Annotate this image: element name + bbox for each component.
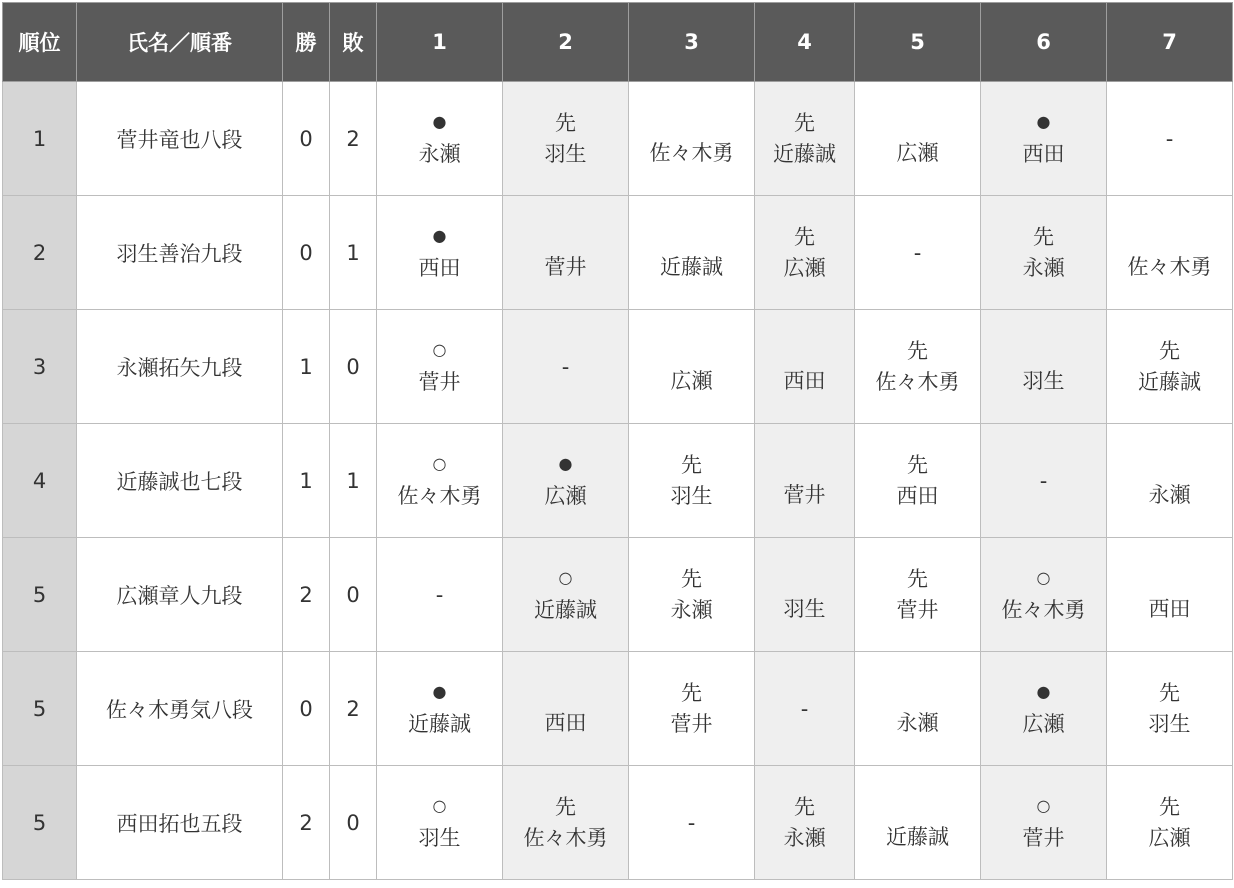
round-cell-content: [503, 538, 628, 651]
result-mark: 先: [794, 794, 815, 819]
round-cell: [1107, 538, 1233, 652]
rank-cell: 1: [3, 82, 77, 196]
round-cell-content: [755, 196, 854, 309]
losses-cell: 2: [330, 652, 377, 766]
round-cell-content: [629, 538, 754, 651]
round-cell-content: [503, 82, 628, 195]
rank-cell: 5: [3, 538, 77, 652]
opponent-name: 羽生: [544, 141, 587, 166]
table-row: [3, 82, 1233, 196]
header-round-2: 2: [503, 3, 629, 82]
result-mark: 先: [681, 680, 702, 705]
opponent-name: 近藤誠: [1138, 369, 1201, 394]
player-name: 広瀬章人九段: [77, 538, 283, 652]
round-cell: [855, 310, 981, 424]
opponent-name: 佐々木勇: [649, 140, 734, 165]
wins-cell: 1: [283, 424, 330, 538]
result-mark: 先: [681, 452, 702, 477]
wins-cell: 1: [283, 310, 330, 424]
round-cell-content: [855, 538, 980, 651]
losses-cell: 0: [330, 766, 377, 880]
table-row: [3, 196, 1233, 310]
round-cell-content: [629, 82, 754, 195]
result-mark: 先: [681, 566, 702, 591]
result-mark: 先: [555, 794, 576, 819]
result-mark: ○: [432, 339, 447, 359]
round-cell: [755, 766, 855, 880]
header-name: 氏名／順番: [77, 3, 283, 82]
opponent-name: 近藤誠: [773, 141, 836, 166]
opponent-name: 近藤誠: [886, 824, 949, 849]
losses-cell: 0: [330, 310, 377, 424]
opponent-name: 西田: [544, 710, 587, 735]
round-cell: [981, 652, 1107, 766]
result-mark: 先: [907, 566, 928, 591]
round-cell-content: [377, 766, 502, 879]
round-cell: [755, 652, 855, 766]
round-cell-content: [629, 196, 754, 309]
round-cell: [755, 538, 855, 652]
round-cell-content: [981, 538, 1106, 651]
round-cell-content: [855, 766, 980, 879]
table-row: [3, 310, 1233, 424]
round-cell-content: [981, 196, 1106, 309]
round-cell: [1107, 82, 1233, 196]
opponent-name: -: [1165, 126, 1174, 151]
round-cell-content: [1107, 538, 1232, 651]
round-cell: [629, 652, 755, 766]
round-cell: [855, 82, 981, 196]
opponent-name: 広瀬: [1148, 825, 1191, 850]
table-row: [3, 652, 1233, 766]
round-cell-content: [377, 538, 502, 651]
wins-cell: 2: [283, 538, 330, 652]
opponent-name: 羽生: [670, 483, 713, 508]
opponent-name: -: [1039, 468, 1048, 493]
opponent-name: 西田: [783, 368, 826, 393]
wins-cell: 0: [283, 82, 330, 196]
rank-cell: 5: [3, 766, 77, 880]
opponent-name: -: [561, 354, 570, 379]
round-cell-content: [1107, 82, 1232, 195]
round-cell-content: [755, 652, 854, 765]
opponent-name: -: [687, 810, 696, 835]
opponent-name: 近藤誠: [660, 254, 723, 279]
round-cell-content: [629, 310, 754, 423]
opponent-name: 菅井: [418, 369, 461, 394]
wins-cell: 0: [283, 196, 330, 310]
losses-cell: 0: [330, 538, 377, 652]
table-row: [3, 424, 1233, 538]
round-cell: [855, 766, 981, 880]
opponent-name: 広瀬: [896, 140, 939, 165]
opponent-name: 菅井: [544, 254, 587, 279]
round-cell-content: [503, 196, 628, 309]
result-mark: 先: [1159, 680, 1180, 705]
opponent-name: 近藤誠: [408, 711, 471, 736]
round-cell-content: [755, 310, 854, 423]
wins-cell: 2: [283, 766, 330, 880]
opponent-name: 永瀬: [670, 597, 713, 622]
opponent-name: 菅井: [670, 711, 713, 736]
player-name: 西田拓也五段: [77, 766, 283, 880]
round-cell: [629, 766, 755, 880]
opponent-name: -: [800, 696, 809, 721]
round-cell: [1107, 766, 1233, 880]
round-cell-content: [1107, 424, 1232, 537]
header-row: [3, 3, 1233, 82]
result-mark: 先: [794, 224, 815, 249]
opponent-name: 佐々木勇: [875, 369, 960, 394]
result-mark: 先: [1159, 338, 1180, 363]
round-cell: [377, 538, 503, 652]
opponent-name: 佐々木勇: [1001, 597, 1086, 622]
round-cell: [503, 82, 629, 196]
round-cell-content: [755, 766, 854, 879]
opponent-name: 永瀬: [783, 825, 826, 850]
header-round-4: 4: [755, 3, 855, 82]
round-cell-content: [629, 652, 754, 765]
round-cell: [503, 310, 629, 424]
opponent-name: 佐々木勇: [523, 825, 608, 850]
result-mark: ●: [1036, 111, 1051, 131]
opponent-name: 広瀬: [670, 368, 713, 393]
round-cell: [981, 538, 1107, 652]
round-cell-content: [981, 652, 1106, 765]
round-cell: [503, 196, 629, 310]
header-round-7: 7: [1107, 3, 1233, 82]
round-cell: [629, 82, 755, 196]
league-table: [2, 2, 1233, 880]
round-cell-content: [855, 82, 980, 195]
opponent-name: -: [913, 240, 922, 265]
round-cell: [1107, 424, 1233, 538]
round-cell-content: [855, 310, 980, 423]
round-cell-content: [503, 310, 628, 423]
round-cell: [855, 652, 981, 766]
player-name: 佐々木勇気八段: [77, 652, 283, 766]
round-cell: [855, 196, 981, 310]
opponent-name: 西田: [1022, 141, 1065, 166]
round-cell: [755, 310, 855, 424]
round-cell: [377, 82, 503, 196]
table-row: [3, 538, 1233, 652]
result-mark: ○: [558, 567, 573, 587]
result-mark: 先: [794, 110, 815, 135]
round-cell: [629, 538, 755, 652]
result-mark: ●: [432, 681, 447, 701]
opponent-name: 佐々木勇: [1127, 254, 1212, 279]
round-cell: [377, 196, 503, 310]
opponent-name: 菅井: [1022, 825, 1065, 850]
round-cell: [377, 424, 503, 538]
opponent-name: 広瀬: [544, 483, 587, 508]
opponent-name: 菅井: [896, 597, 939, 622]
round-cell-content: [629, 424, 754, 537]
round-cell: [377, 652, 503, 766]
opponent-name: 西田: [1148, 596, 1191, 621]
result-mark: ○: [1036, 567, 1051, 587]
result-mark: 先: [907, 452, 928, 477]
rank-cell: 3: [3, 310, 77, 424]
table-body: [3, 82, 1233, 880]
losses-cell: 1: [330, 196, 377, 310]
round-cell-content: [855, 196, 980, 309]
round-cell-content: [1107, 652, 1232, 765]
round-cell: [377, 310, 503, 424]
result-mark: ●: [432, 225, 447, 245]
result-mark: ○: [432, 795, 447, 815]
table-row: [3, 766, 1233, 880]
header-rank: 順位: [3, 3, 77, 82]
opponent-name: 広瀬: [1022, 711, 1065, 736]
round-cell-content: [503, 652, 628, 765]
round-cell-content: [377, 196, 502, 309]
round-cell: [981, 196, 1107, 310]
round-cell: [503, 766, 629, 880]
round-cell-content: [377, 82, 502, 195]
opponent-name: 羽生: [783, 596, 826, 621]
round-cell-content: [755, 82, 854, 195]
round-cell-content: [503, 424, 628, 537]
round-cell: [629, 310, 755, 424]
round-cell: [1107, 196, 1233, 310]
opponent-name: 近藤誠: [534, 597, 597, 622]
rank-cell: 5: [3, 652, 77, 766]
round-cell: [855, 424, 981, 538]
opponent-name: 永瀬: [1022, 255, 1065, 280]
header-round-1: 1: [377, 3, 503, 82]
wins-cell: 0: [283, 652, 330, 766]
round-cell-content: [855, 424, 980, 537]
round-cell-content: [981, 310, 1106, 423]
opponent-name: 永瀬: [896, 710, 939, 735]
opponent-name: 菅井: [783, 482, 826, 507]
player-name: 羽生善治九段: [77, 196, 283, 310]
round-cell-content: [981, 766, 1106, 879]
round-cell: [503, 424, 629, 538]
header-round-5: 5: [855, 3, 981, 82]
round-cell: [503, 652, 629, 766]
round-cell-content: [377, 310, 502, 423]
round-cell-content: [981, 424, 1106, 537]
round-cell-content: [503, 766, 628, 879]
result-mark: 先: [1159, 794, 1180, 819]
header-round-6: 6: [981, 3, 1107, 82]
player-name: 近藤誠也七段: [77, 424, 283, 538]
round-cell: [1107, 652, 1233, 766]
round-cell-content: [981, 82, 1106, 195]
round-cell: [981, 82, 1107, 196]
opponent-name: -: [435, 582, 444, 607]
opponent-name: 羽生: [1148, 711, 1191, 736]
round-cell: [981, 424, 1107, 538]
round-cell: [377, 766, 503, 880]
round-cell: [1107, 310, 1233, 424]
opponent-name: 永瀬: [1148, 482, 1191, 507]
opponent-name: 西田: [418, 255, 461, 280]
round-cell: [755, 424, 855, 538]
losses-cell: 1: [330, 424, 377, 538]
round-cell-content: [755, 424, 854, 537]
round-cell: [629, 424, 755, 538]
round-cell-content: [1107, 196, 1232, 309]
round-cell: [503, 538, 629, 652]
opponent-name: 広瀬: [783, 255, 826, 280]
result-mark: 先: [1033, 224, 1054, 249]
rank-cell: 2: [3, 196, 77, 310]
header-round-3: 3: [629, 3, 755, 82]
round-cell-content: [377, 424, 502, 537]
round-cell: [755, 196, 855, 310]
opponent-name: 西田: [896, 483, 939, 508]
result-mark: ●: [432, 111, 447, 131]
result-mark: ○: [1036, 795, 1051, 815]
opponent-name: 永瀬: [418, 141, 461, 166]
header-losses: 敗: [330, 3, 377, 82]
round-cell: [855, 538, 981, 652]
result-mark: ●: [558, 453, 573, 473]
round-cell: [755, 82, 855, 196]
result-mark: 先: [907, 338, 928, 363]
round-cell-content: [1107, 310, 1232, 423]
opponent-name: 羽生: [418, 825, 461, 850]
round-cell: [629, 196, 755, 310]
result-mark: ●: [1036, 681, 1051, 701]
round-cell-content: [629, 766, 754, 879]
result-mark: 先: [555, 110, 576, 135]
opponent-name: 佐々木勇: [397, 483, 482, 508]
losses-cell: 2: [330, 82, 377, 196]
header-wins: 勝: [283, 3, 330, 82]
round-cell: [981, 310, 1107, 424]
round-cell-content: [755, 538, 854, 651]
round-cell-content: [855, 652, 980, 765]
round-cell: [981, 766, 1107, 880]
result-mark: ○: [432, 453, 447, 473]
player-name: 菅井竜也八段: [77, 82, 283, 196]
round-cell-content: [377, 652, 502, 765]
player-name: 永瀬拓矢九段: [77, 310, 283, 424]
round-cell-content: [1107, 766, 1232, 879]
opponent-name: 羽生: [1022, 368, 1065, 393]
rank-cell: 4: [3, 424, 77, 538]
